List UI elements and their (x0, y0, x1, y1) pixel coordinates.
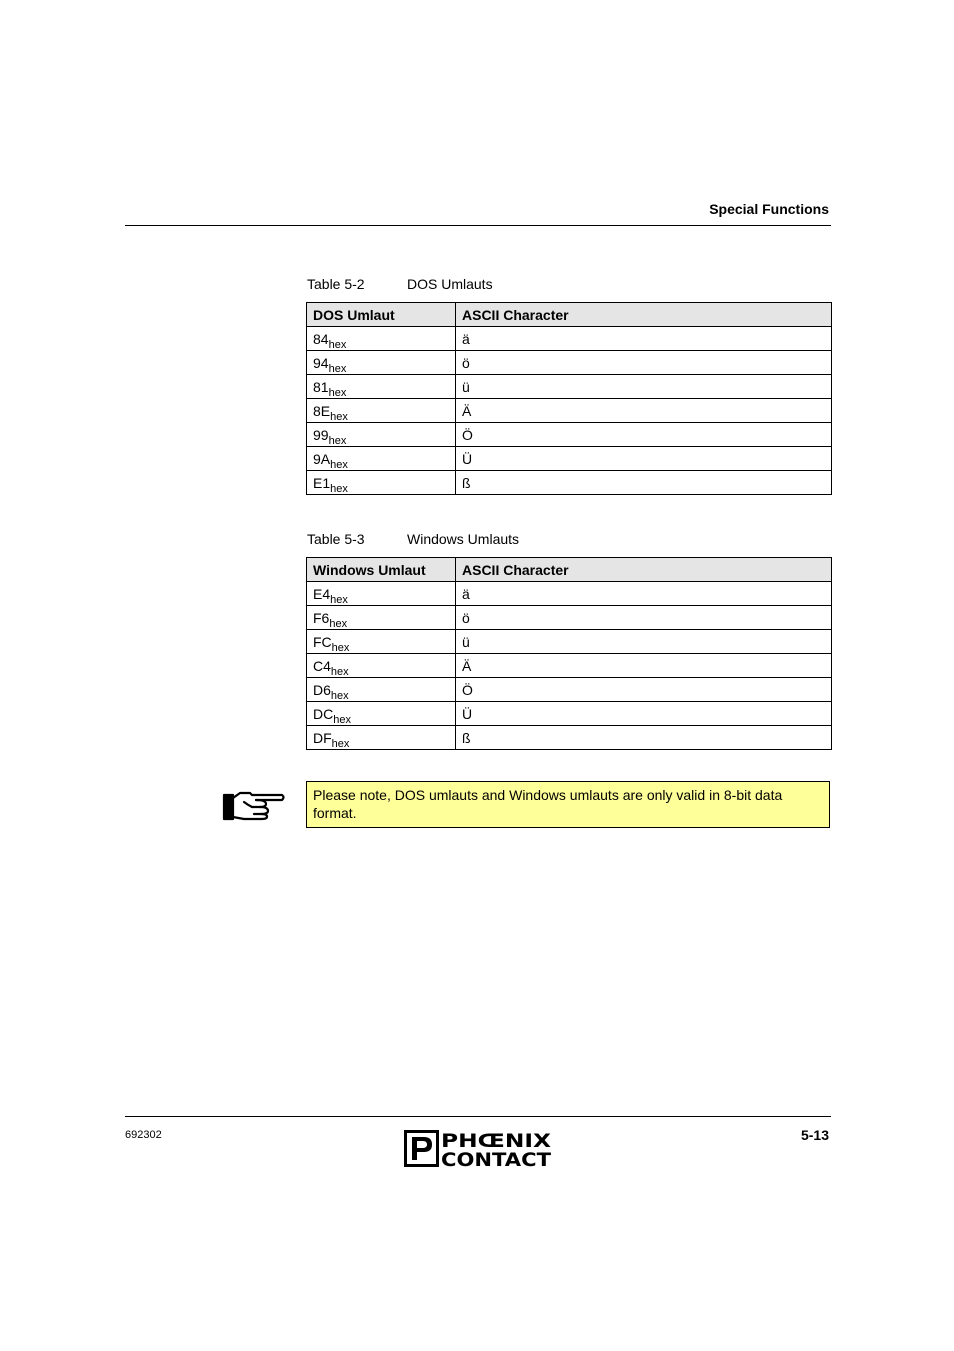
ascii-character-cell: ü (456, 375, 832, 399)
hex-code: DC (313, 705, 334, 722)
table-header-row (307, 303, 832, 327)
hex-suffix: hex (328, 362, 347, 375)
windows-umlaut-table (306, 557, 832, 750)
ascii-character-cell: Ö (456, 423, 832, 447)
hex-suffix: hex (330, 689, 349, 702)
hex-code: 8E (313, 402, 331, 419)
hex-code-cell (307, 351, 456, 375)
hex-code: 9A (313, 450, 331, 467)
hex-suffix: hex (333, 713, 351, 726)
table-header-row (307, 558, 832, 582)
hex-code-cell (307, 654, 456, 678)
hex-code: D6 (313, 681, 331, 698)
table-row (307, 351, 832, 375)
hex-code-cell (307, 582, 456, 606)
hex-code: E4 (313, 585, 331, 602)
table-row (307, 447, 832, 471)
hex-code-cell (307, 375, 456, 399)
hex-code: 99 (313, 426, 329, 443)
hex-suffix: hex (329, 617, 348, 630)
hex-suffix: hex (330, 593, 348, 606)
ascii-character-cell: Ä (456, 399, 832, 423)
hex-code: 84 (313, 330, 329, 347)
hex-code: F6 (313, 609, 330, 626)
hex-suffix: hex (331, 737, 350, 750)
hex-code: 81 (313, 378, 329, 395)
hex-code: E1 (313, 474, 331, 491)
phoenix-contact-logo (404, 1127, 552, 1169)
document-code: 692302 (125, 1129, 162, 1141)
ascii-character-cell: Ö (456, 678, 832, 702)
ascii-character-cell: ä (456, 582, 832, 606)
ascii-character-cell: Ü (456, 447, 832, 471)
hex-code-cell (307, 327, 456, 351)
hex-code-cell (307, 447, 456, 471)
ascii-character-cell: ö (456, 606, 832, 630)
hex-suffix: hex (328, 338, 347, 351)
ascii-character-cell: Ä (456, 654, 832, 678)
table1-caption-title: DOS Umlauts (407, 276, 493, 292)
hex-suffix: hex (330, 665, 349, 678)
table-row (307, 654, 832, 678)
table-row (307, 582, 832, 606)
note-box: Please note, DOS umlauts and Windows umlauts are only valid in 8-bit data format. (306, 781, 830, 828)
hex-code: FC (313, 633, 332, 650)
table2-caption-number: Table 5-3 (307, 531, 365, 547)
table-row (307, 399, 832, 423)
logo-line-1: PHŒNIX (441, 1130, 552, 1152)
hex-code-cell (307, 471, 456, 495)
table-row (307, 678, 832, 702)
section-title: Special Functions (709, 201, 829, 217)
hex-code-cell (307, 726, 456, 750)
hex-code-cell (307, 678, 456, 702)
table2-caption (307, 531, 519, 547)
ascii-character-cell: ß (456, 471, 832, 495)
hex-code-cell (307, 630, 456, 654)
table1-caption-number: Table 5-2 (307, 276, 365, 292)
hex-code: C4 (313, 657, 331, 674)
hex-suffix: hex (328, 386, 347, 399)
ascii-character-cell: Ü (456, 702, 832, 726)
hex-suffix: hex (328, 434, 347, 447)
table2-caption-title: Windows Umlauts (407, 531, 520, 547)
table-row (307, 423, 832, 447)
pointing-hand-icon (222, 786, 286, 824)
ascii-character-cell: ö (456, 351, 832, 375)
page-number: 5-13 (800, 1127, 829, 1143)
column-header: Windows Umlaut (307, 558, 456, 582)
header-rule (125, 225, 831, 226)
hex-code: 94 (313, 354, 329, 371)
table-row (307, 471, 832, 495)
column-header: DOS Umlaut (307, 303, 456, 327)
footer-rule (125, 1116, 831, 1117)
table-row (307, 630, 832, 654)
table-row (307, 726, 832, 750)
table-row (307, 702, 832, 726)
hex-code-cell (307, 702, 456, 726)
dos-umlaut-table (306, 302, 832, 495)
table-row (307, 606, 832, 630)
hex-suffix: hex (331, 641, 350, 654)
table-row (307, 375, 832, 399)
hex-suffix: hex (330, 458, 348, 471)
ascii-character-cell: ä (456, 327, 832, 351)
table-row (307, 327, 832, 351)
hex-code: DF (313, 729, 332, 746)
hex-code-cell (307, 399, 456, 423)
logo-line-2: CONTACT (441, 1149, 552, 1169)
hex-suffix: hex (330, 482, 348, 495)
column-header: ASCII Character (456, 303, 832, 327)
hex-code-cell (307, 423, 456, 447)
hex-suffix: hex (330, 410, 348, 423)
table1-caption (307, 276, 493, 292)
ascii-character-cell: ß (456, 726, 832, 750)
column-header: ASCII Character (456, 558, 832, 582)
ascii-character-cell: ü (456, 630, 832, 654)
hex-code-cell (307, 606, 456, 630)
